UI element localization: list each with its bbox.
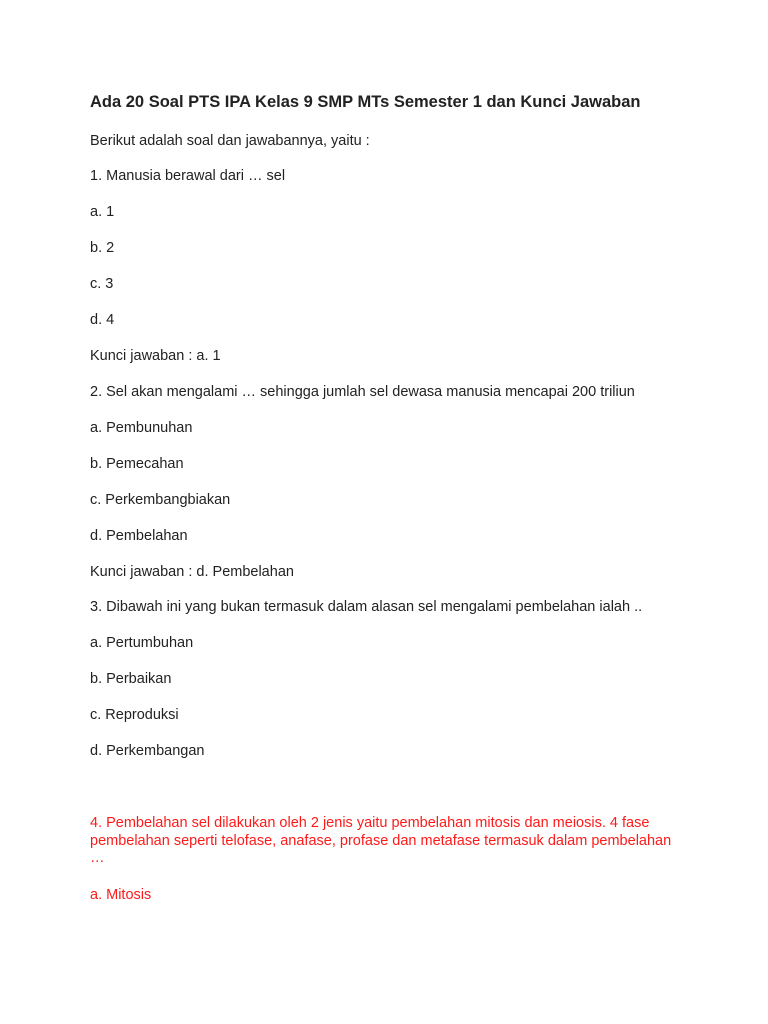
question-4-text: 4. Pembelahan sel dilakukan oleh 2 jenis yaitu pembelahan mitosis dan meiosis. 4 fase pembelahan seperti telofase, anafase, profase dan metafase termasuk dalam pembelahan … <box>90 815 672 866</box>
question-1-answer: Kunci jawaban : a. 1 <box>90 348 221 364</box>
question-3-option-c: c. Reproduksi <box>90 707 179 723</box>
question-1-text: 1. Manusia berawal dari … sel <box>90 168 286 184</box>
question-2-option-c: c. Perkembangbiakan <box>90 492 231 508</box>
question-2-answer: Kunci jawaban : d. Pembelahan <box>90 564 294 580</box>
question-1-option-d: d. 4 <box>90 312 115 328</box>
question-2-option-a: a. Pembunuhan <box>90 420 193 436</box>
question-3-option-b: b. Perbaikan <box>90 671 172 687</box>
document-title: Ada 20 Soal PTS IPA Kelas 9 SMP MTs Semester 1 dan Kunci Jawaban <box>90 93 641 111</box>
question-3-text: 3. Dibawah ini yang bukan termasuk dalam alasan sel mengalami pembelahan ialah .. <box>90 599 643 615</box>
question-1-option-a: a. 1 <box>90 204 115 220</box>
question-1-option-c: c. 3 <box>90 276 114 292</box>
question-2-text: 2. Sel akan mengalami … sehingga jumlah sel dewasa manusia mencapai 200 triliun <box>90 384 635 400</box>
question-4-option-a: a. Mitosis <box>90 887 152 903</box>
question-3-option-d: d. Perkembangan <box>90 743 205 759</box>
question-3-option-a: a. Pertumbuhan <box>90 635 194 651</box>
question-2-option-d: d. Pembelahan <box>90 528 188 544</box>
intro-text: Berikut adalah soal dan jawabannya, yaitu : <box>90 133 370 149</box>
question-1-option-b: b. 2 <box>90 240 115 256</box>
question-2-option-b: b. Pemecahan <box>90 456 184 472</box>
